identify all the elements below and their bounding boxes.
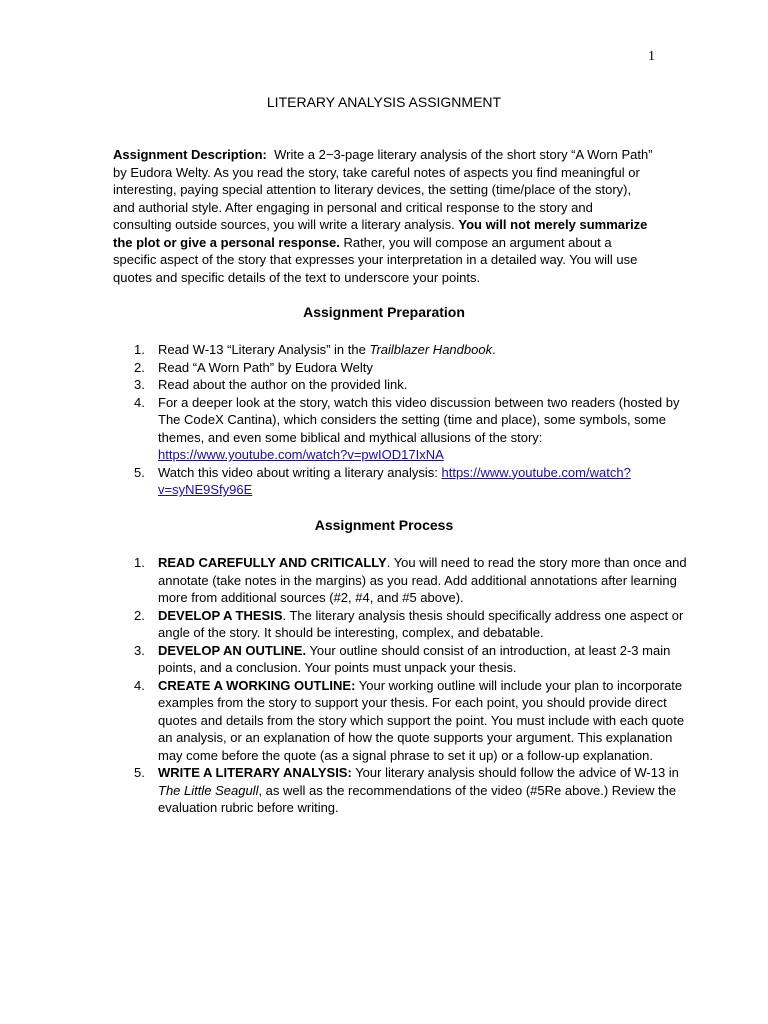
- description-label: Assignment Description:: [113, 147, 267, 162]
- process-heading: Assignment Process: [314, 517, 454, 533]
- description-text-1: Write a 2−3-page literary analysis of the short story “A Worn Path” by Eudora Welty. As you read the story, take careful notes of aspects you find meaningful or interesting, paying special attention to literary devices, the setting (time/place of the story), and authorial style. After engaging in personal and critical response to the story and consulting outside sources, you will write a literary analysis.: [113, 147, 653, 232]
- list-item: DEVELOP AN OUTLINE. Your outline should consist of an introduction, at least 2-3 main points, and a conclusion. Your points must unpack your thesis.: [158, 642, 671, 675]
- literary-analysis-video-link[interactable]: https://www.youtube.com/watch?v=syNE9Sfy96E: [158, 464, 631, 497]
- list-item: For a deeper look at the story, watch this video discussion between two readers (hosted by The CodeX Cantina), which considers the setting (time and place), some symbols, some themes, and even some biblical and mythical allusions of the story: https://www.youtube.com/watch?v=pwIOD17IxNA: [158, 394, 680, 462]
- list-item: DEVELOP A THESIS. The literary analysis thesis should specifically address one aspect or angle of the story. It should be interesting, complex, and debatable.: [158, 607, 684, 640]
- list-item: WRITE A LITERARY ANALYSIS: Your literary analysis should follow the advice of W-13 in The Little Seagull, as well as the recommendations of the video (#5Re above.) Review the evaluation rubric before writing.: [158, 765, 679, 815]
- document-title: LITERARY ANALYSIS ASSIGNMENT: [266, 94, 502, 110]
- list-item: Read “A Worn Path” by Eudora Welty: [158, 359, 373, 375]
- assignment-description: [113, 146, 653, 286]
- list-item: Read W-13 “Literary Analysis” in the Trailblazer Handbook.: [158, 342, 496, 357]
- description-bold: You will not merely summarize the plot or give a personal response.: [113, 217, 648, 250]
- list-item: CREATE A WORKING OUTLINE: Your working outline will include your plan to incorporate examples from the story to support your thesis. For each point, you should provide direct quotes and details from the story which support the point. You must include with each quote an analysis, or an explanation of how the quote supports your argument. This explanation may come before the quote (as a signal phrase to set it up) or a follow-up explanation.: [158, 677, 685, 763]
- preparation-list: [113, 341, 698, 499]
- list-item: Watch this video about writing a literary analysis: https://www.youtube.com/watch?v=syNE9Sfy96E: [158, 464, 631, 497]
- preparation-heading: Assignment Preparation: [303, 304, 465, 320]
- page-number: 1: [648, 49, 655, 64]
- codex-cantina-video-link[interactable]: https://www.youtube.com/watch?v=pwIOD17IxNA: [158, 447, 444, 462]
- description-text-2: Rather, you will compose an argument about a specific aspect of the story that expresses your interpretation in a detailed way. You will use quotes and specific details of the text to underscore your points.: [113, 234, 638, 285]
- process-list: [113, 554, 698, 817]
- list-item: READ CAREFULLY AND CRITICALLY. You will need to read the story more than once and annotate (take notes in the margins) as you read. Add additional annotations after learning more from additional sources (#2, #4, and #5 above).: [158, 555, 687, 605]
- list-item: Read about the author on the provided link.: [158, 377, 408, 392]
